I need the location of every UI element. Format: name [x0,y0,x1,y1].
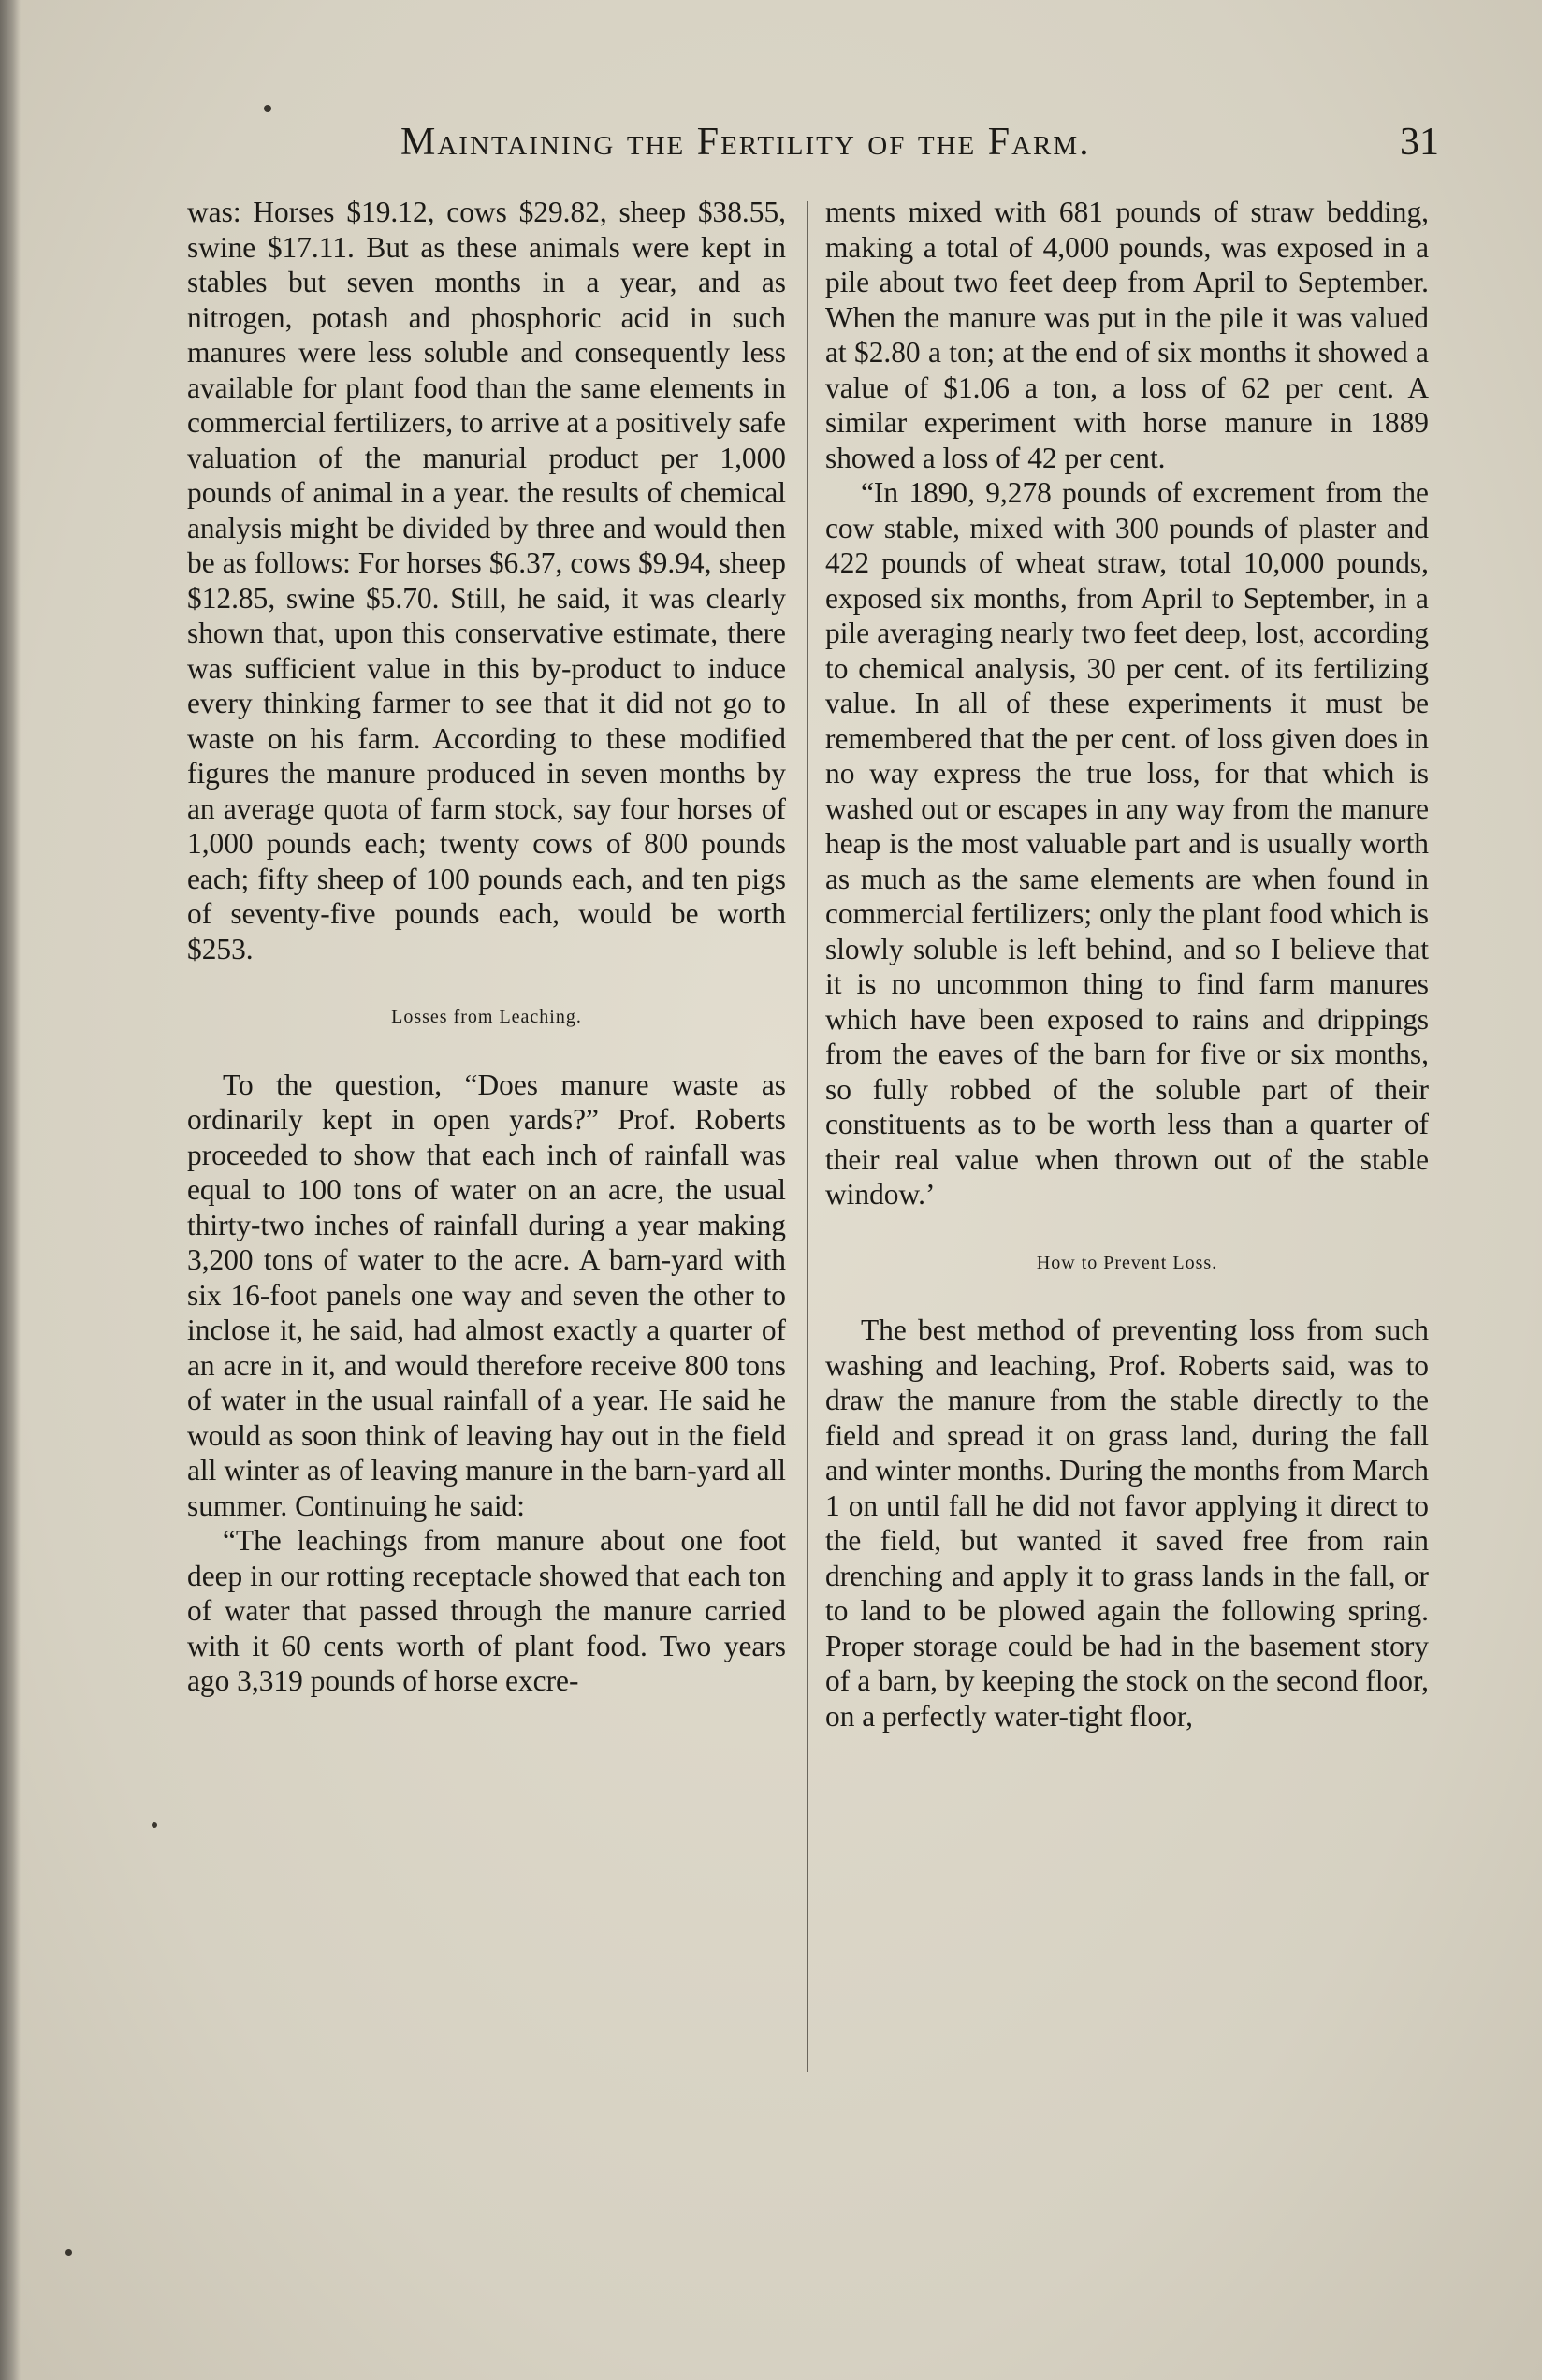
running-head: Maintaining the Fertility of the Farm. [400,121,1091,164]
left-paragraph-3: “The leachings from manure about one foot deep in our rotting receptacle showed that each ton of water that passed through the manure carried with it 60 cents worth of plant food. Two years ago 3,319 pounds of horse excre- [187,1524,786,1697]
right-paragraph-2: “In 1890, 9,278 pounds of excrement from the cow stable, mixed with 300 pounds of plaster and 422 pounds of wheat straw, total 10,000 pounds, exposed six months, from April to September, in a pile averaging nearly two feet deep, lost, according to chemical analysis, 30 per cent. of its fertilizing value. In all of these experiments it must be remembered that the per cent. of loss given does in no way express the true loss, for that which is washed out or escapes in any way from the manure heap is the most valuable part and is usually worth as much as the same elements are when found in commercial fertilizers; only the plant food which is slowly soluble is left behind, and so I believe that it is no uncommon thing to find farm manures which have been exposed to rains and drippings from the eaves of the barn for five or six months, so fully robbed of the soluble part of their constituents as to be worth less than a quarter of their real value when thrown out of the stable window.’ [825,476,1429,1211]
right-column [825,195,1429,1734]
print-speck [152,1822,157,1828]
column-divider [807,201,808,2072]
print-speck [65,2249,72,2256]
page-number: 31 [1400,121,1439,164]
page-edge-shadow [0,0,21,2380]
left-paragraph-1: was: Horses $19.12, cows $29.82, sheep $38.55, swine $17.11. But as these animals were kept in stables but seven months in a year, and as nitrogen, potash and phosphoric acid in such manures were less soluble and consequently less available for plant food than the same elements in commercial fertilizers, to arrive at a positively safe valuation of the manurial product per 1,000 pounds of animal in a year. the results of chemical analysis might be divided by three and would then be as follows: For horses $6.37, cows $9.94, sheep $12.85, swine $5.70. Still, he said, it was clearly shown that, upon this conservative estimate, there was sufficient value in this by-product to induce every thinking farmer to see that it did not go to waste on his farm. According to these modified figures the manure produced in seven months by an average quota of farm stock, say four horses of 1,000 pounds each; twenty cows of 800 pounds each; fifty sheep of 100 pounds each, and ten pigs of seventy-five pounds each, would be worth $253. [187,196,786,965]
left-paragraph-2: To the question, “Does manure waste as ordinarily kept in open yards?” Prof. Roberts proceeded to show that each inch of rainfall was equal to 100 tons of water on an acre, the usual thirty-two inches of rainfall during a year making 3,200 tons of water to the acre. A barn-yard with six 16-foot panels one way and seven the other to inclose it, he said, had almost exactly a quarter of an acre in it, and would therefore receive 800 tons of water in the usual rainfall of a year. He said he would as soon think of leaving hay out in the field all winter as of leaving manure in the barn-yard all summer. Continuing he said: [187,1067,786,1522]
left-column [187,195,786,1699]
section-heading-how-to-prevent-loss: How to Prevent Loss. [1036,1252,1218,1273]
right-paragraph-3: The best method of preventing loss from such washing and leaching, Prof. Roberts said, was to draw the manure from the stable directly to the field and spread it on grass land, during the fall and winter months. During the months from March 1 on until fall he did not favor applying it direct to the field, but wanted it saved free from rain drenching and apply it to grass lands in the fall, or to land to be plowed again the following spring. Proper storage could be had in the basement story of a barn, by keeping the stock on the second floor, on a perfectly water-tight floor, [825,1313,1429,1733]
right-paragraph-1: ments mixed with 681 pounds of straw bedding, making a total of 4,000 pounds, was exposed in a pile about two feet deep from April to September. When the manure was put in the pile it was valued at $2.80 a ton; at the end of six months it showed a value of $1.06 a ton, a loss of 62 per cent. A similar experiment with horse manure in 1889 showed a loss of 42 per cent. [825,196,1429,474]
page-header [400,120,1439,176]
print-speck [264,105,271,112]
section-heading-losses-from-leaching: Losses from Leaching. [391,1007,582,1027]
